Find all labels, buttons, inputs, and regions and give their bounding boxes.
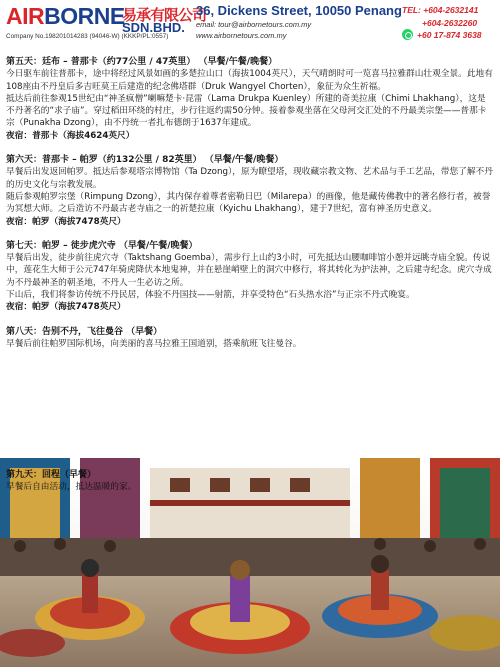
logo-sdn-bhd: SDN.BHD.	[122, 20, 185, 35]
day-paragraph: 下山后，我们将参访传统不丹民居，体验不丹国技——射箭，并享受特色“石头热水浴”与正宗不丹式晚宴。	[6, 290, 415, 301]
day-paragraph: 早餐后自由活动，抵达温暖的家。	[6, 482, 137, 493]
logo-borne-text: BORNE	[44, 3, 125, 29]
day-title: 第六天：普那卡 – 帕罗（约132公里 / 82英里） （早餐/午餐/晚餐）	[6, 155, 284, 166]
day-paragraph: 随后参观帕罗宗堡（Rimpung Dzong），其内保存着尊者密勒日巴（Milarepa）的画像，他是藏传佛教中的著名修行者，被誉为冥想大师。之后造访不丹最古老寺庙之一的祈楚拉康（Kyichu Lhakhang），建于7世纪，富有神圣历史意义。	[6, 191, 491, 215]
company-website[interactable]: www.airbornetours.com.my	[196, 31, 287, 40]
logo-air-text: AIR	[6, 3, 45, 29]
overnight-stay: 夜宿：普那卡（海拔4624英尺）	[6, 130, 135, 141]
day-title: 第七天：帕罗 – 徒步虎穴寺 （早餐/午餐/晚餐）	[6, 240, 198, 251]
day-8-section	[6, 326, 494, 351]
day-title: 第九天：回程（早餐）	[6, 470, 97, 480]
company-address: 36, Dickens Street, 10050 Penang	[196, 3, 402, 18]
whatsapp-number: +60 17-874 3638	[417, 30, 482, 40]
day-paragraph: 今日驱车前往普那卡，途中将经过风景如画的多楚拉山口（海拔1004英尺），天气晴朗时可一览喜马拉雅群山壮观全景。此地有108座由不丹皇后多吉旺莫王后建造的纪念佛塔群（Druk Wangyel Chorten），象征为众生祈福。	[6, 69, 493, 92]
company-email[interactable]: email: tour@airbornetours.com.my	[196, 20, 312, 29]
day-paragraph: 抵达后前往参观15世纪由“神圣疯僧”喇嘛楚卡·昆雷（Lama Drukpa Kuenley）所建的奇美拉康（Chimi Lhakhang），这是不丹著名的“求子庙”。穿过稻田环绕的村庄，步行往返约需50分钟。接着参观坐落在父母河交汇处的不丹最美宗堡——普那卡宗（Punakha Dzong），由不丹统一者扎布德朗于1637年建成。	[6, 93, 487, 129]
logo-chinese-name: 易承有限公司	[122, 6, 207, 24]
day-paragraph: 早餐后出发返回帕罗。抵达后参观塔宗博物馆（Ta Dzong），原为瞭望塔，现收藏宗教文物、艺术品与手工艺品，带您了解不丹的历史文化与宗教发展。	[6, 167, 493, 190]
page-header	[0, 0, 500, 50]
day-6-section	[6, 154, 494, 228]
company-number: Company No.198201014283 (94046-W) (KKKP/PL:0557)	[6, 33, 169, 40]
day-7-section	[6, 240, 494, 314]
airborne-logo	[6, 3, 125, 30]
day-paragraph: 早餐后前往帕罗国际机场，向美丽的喜马拉雅王国道别，搭乘航班飞往曼谷。	[6, 338, 302, 349]
day-paragraph: 早餐后出发，徒步前往虎穴寺（Taktshang Goemba），需步行上山约3小时，可先抵达山腰咖啡馆小憩并远眺寺庙全貌。传说中，莲花生大师于公元747年骑虎降伏本地鬼神，并在悬崖峭壁上的洞穴中修行，将其转化为护法神，之后建寺纪念。虎穴寺成为不丹最神圣的朝圣地，不丹人一生必访之所。	[6, 253, 492, 288]
overnight-stay: 夜宿：帕罗（海拔7478英尺）	[6, 302, 126, 313]
telephone-2: +604-2632260	[422, 18, 478, 28]
telephone-1: TEL: +604-2632141	[402, 5, 479, 15]
day-5-section	[6, 56, 494, 142]
itinerary-content	[6, 56, 494, 350]
overnight-stay: 夜宿：帕罗（海拔7478英尺）	[6, 216, 126, 227]
day-9-section	[6, 469, 494, 494]
whatsapp-icon	[402, 29, 413, 40]
day-title: 第五天：廷布 – 普那卡（约77公里 / 47英里） （早餐/午餐/晚餐）	[6, 57, 278, 67]
day-title: 第八天：告别不丹，飞往曼谷 （早餐）	[6, 326, 163, 337]
